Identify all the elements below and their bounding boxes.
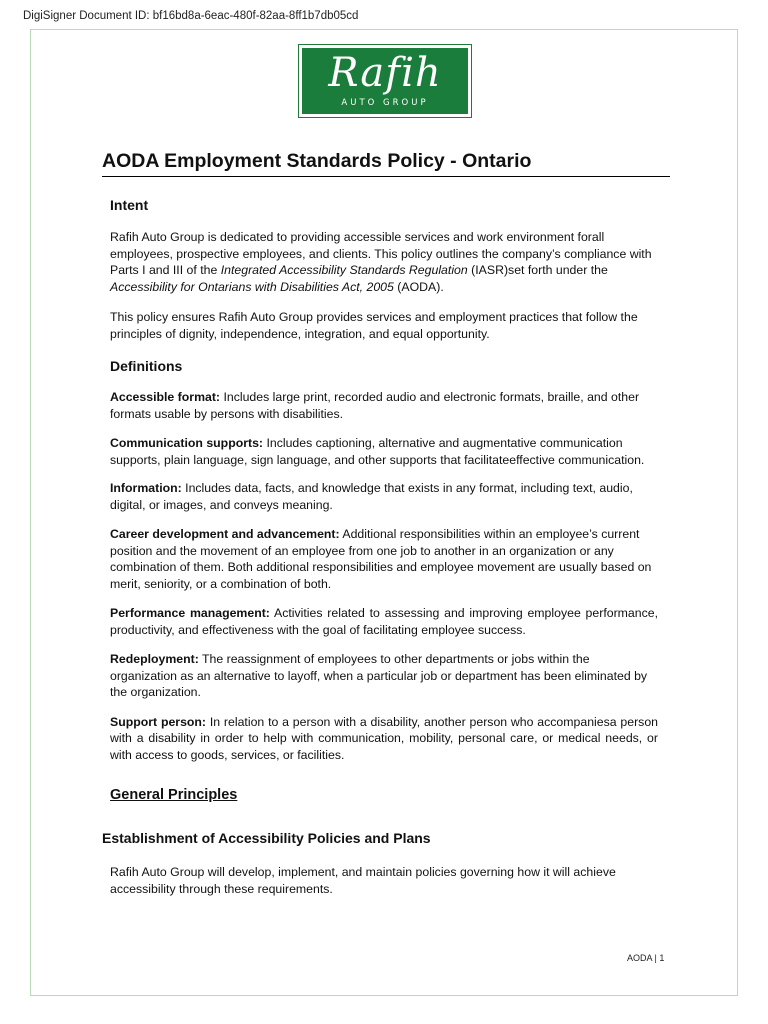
definition-text: Includes large print, recorded audio and electronic formats, braille, and other formats usable by persons with disabilities. xyxy=(110,390,640,421)
document-body xyxy=(102,150,670,897)
definition-support-person xyxy=(110,714,658,764)
intent-paragraph-1 xyxy=(110,229,658,295)
logo-script-text: Rafih xyxy=(328,50,442,96)
definition-text: Includes captioning, alternative and augmentative communication supports, plain language, sign language, and other supports that facilitateeffective communication. xyxy=(110,436,645,467)
definition-text: In relation to a person with a disability, another person who accompaniesa person with a disability in order to help with communication, mobility, personal care, or medical needs, or with access to goods, services, or facilities. xyxy=(110,714,659,762)
definition-term: Redeployment: xyxy=(110,652,199,666)
definition-term: Career development and advancement: xyxy=(110,527,340,541)
definition-communication-supports xyxy=(110,435,658,468)
definition-accessible-format xyxy=(110,389,658,422)
definition-term: Communication supports: xyxy=(110,436,264,450)
intent-text-b: (IASR)set forth under the xyxy=(467,263,608,277)
page-number: AODA | 1 xyxy=(627,953,665,963)
logo-subtitle: AUTO GROUP xyxy=(341,98,429,108)
definition-text: The reassignment of employees to other departments or jobs within the organization as an alternative to layoff, when a particular job or department has been eliminated by the organization. xyxy=(110,652,648,699)
intent-text-c: (AODA). xyxy=(393,279,444,294)
act-name: Accessibility for Ontarians with Disabilities Act, 2005 xyxy=(110,279,394,294)
definition-text: Includes data, facts, and knowledge that exists in any format, including text, audio, digital, or images, and conveys meaning. xyxy=(110,481,633,512)
company-logo xyxy=(298,44,472,118)
definition-career-development xyxy=(110,526,658,592)
general-paragraph-1: Rafih Auto Group will develop, implement, and maintain policies governing how it will achieve accessibility through these requirements. xyxy=(110,865,616,896)
page-title: AODA Employment Standards Policy - Ontario xyxy=(102,150,670,177)
definition-term: Information: xyxy=(110,481,182,495)
subheading-accessibility-policies: Establishment of Accessibility Policies and Plans xyxy=(102,830,431,846)
definition-redeployment xyxy=(110,651,658,701)
definition-text: Activities related to assessing and improving employee performance, productivity, and effectiveness with the goal of facilitating employee success. xyxy=(110,606,659,637)
section-heading-definitions: Definitions xyxy=(110,358,183,374)
intent-paragraph-2: This policy ensures Rafih Auto Group provides services and employment practices that follow the principles of dignity, independence, integration, and equal opportunity. xyxy=(110,310,638,341)
intent-text-a: Rafih Auto Group is dedicated to providing accessible services and work environment forall employees, prospective employees, and clients. This policy outlines the company’s compliance with Parts I and III of the xyxy=(110,230,652,277)
document-id: DigiSigner Document ID: bf16bd8a-6eac-480f-82aa-8ff1b7db05cd xyxy=(23,10,359,22)
regulation-name: Integrated Accessibility Standards Regulation xyxy=(220,263,468,277)
definition-performance-management xyxy=(110,605,658,638)
section-heading-general-principles: General Principles xyxy=(110,787,238,803)
definition-term: Performance management: xyxy=(110,606,270,620)
definition-text: Additional responsibilities within an employee’s current position and the movement of an employee from one job to another in an organization or any combination of them. Both additional responsibilities and employee movement are usually based on merit, seniority, or a combination of both. xyxy=(110,527,652,591)
definition-term: Accessible format: xyxy=(110,390,221,404)
definition-information xyxy=(110,480,658,513)
section-heading-intent: Intent xyxy=(110,197,149,213)
definition-term: Support person: xyxy=(110,714,207,729)
